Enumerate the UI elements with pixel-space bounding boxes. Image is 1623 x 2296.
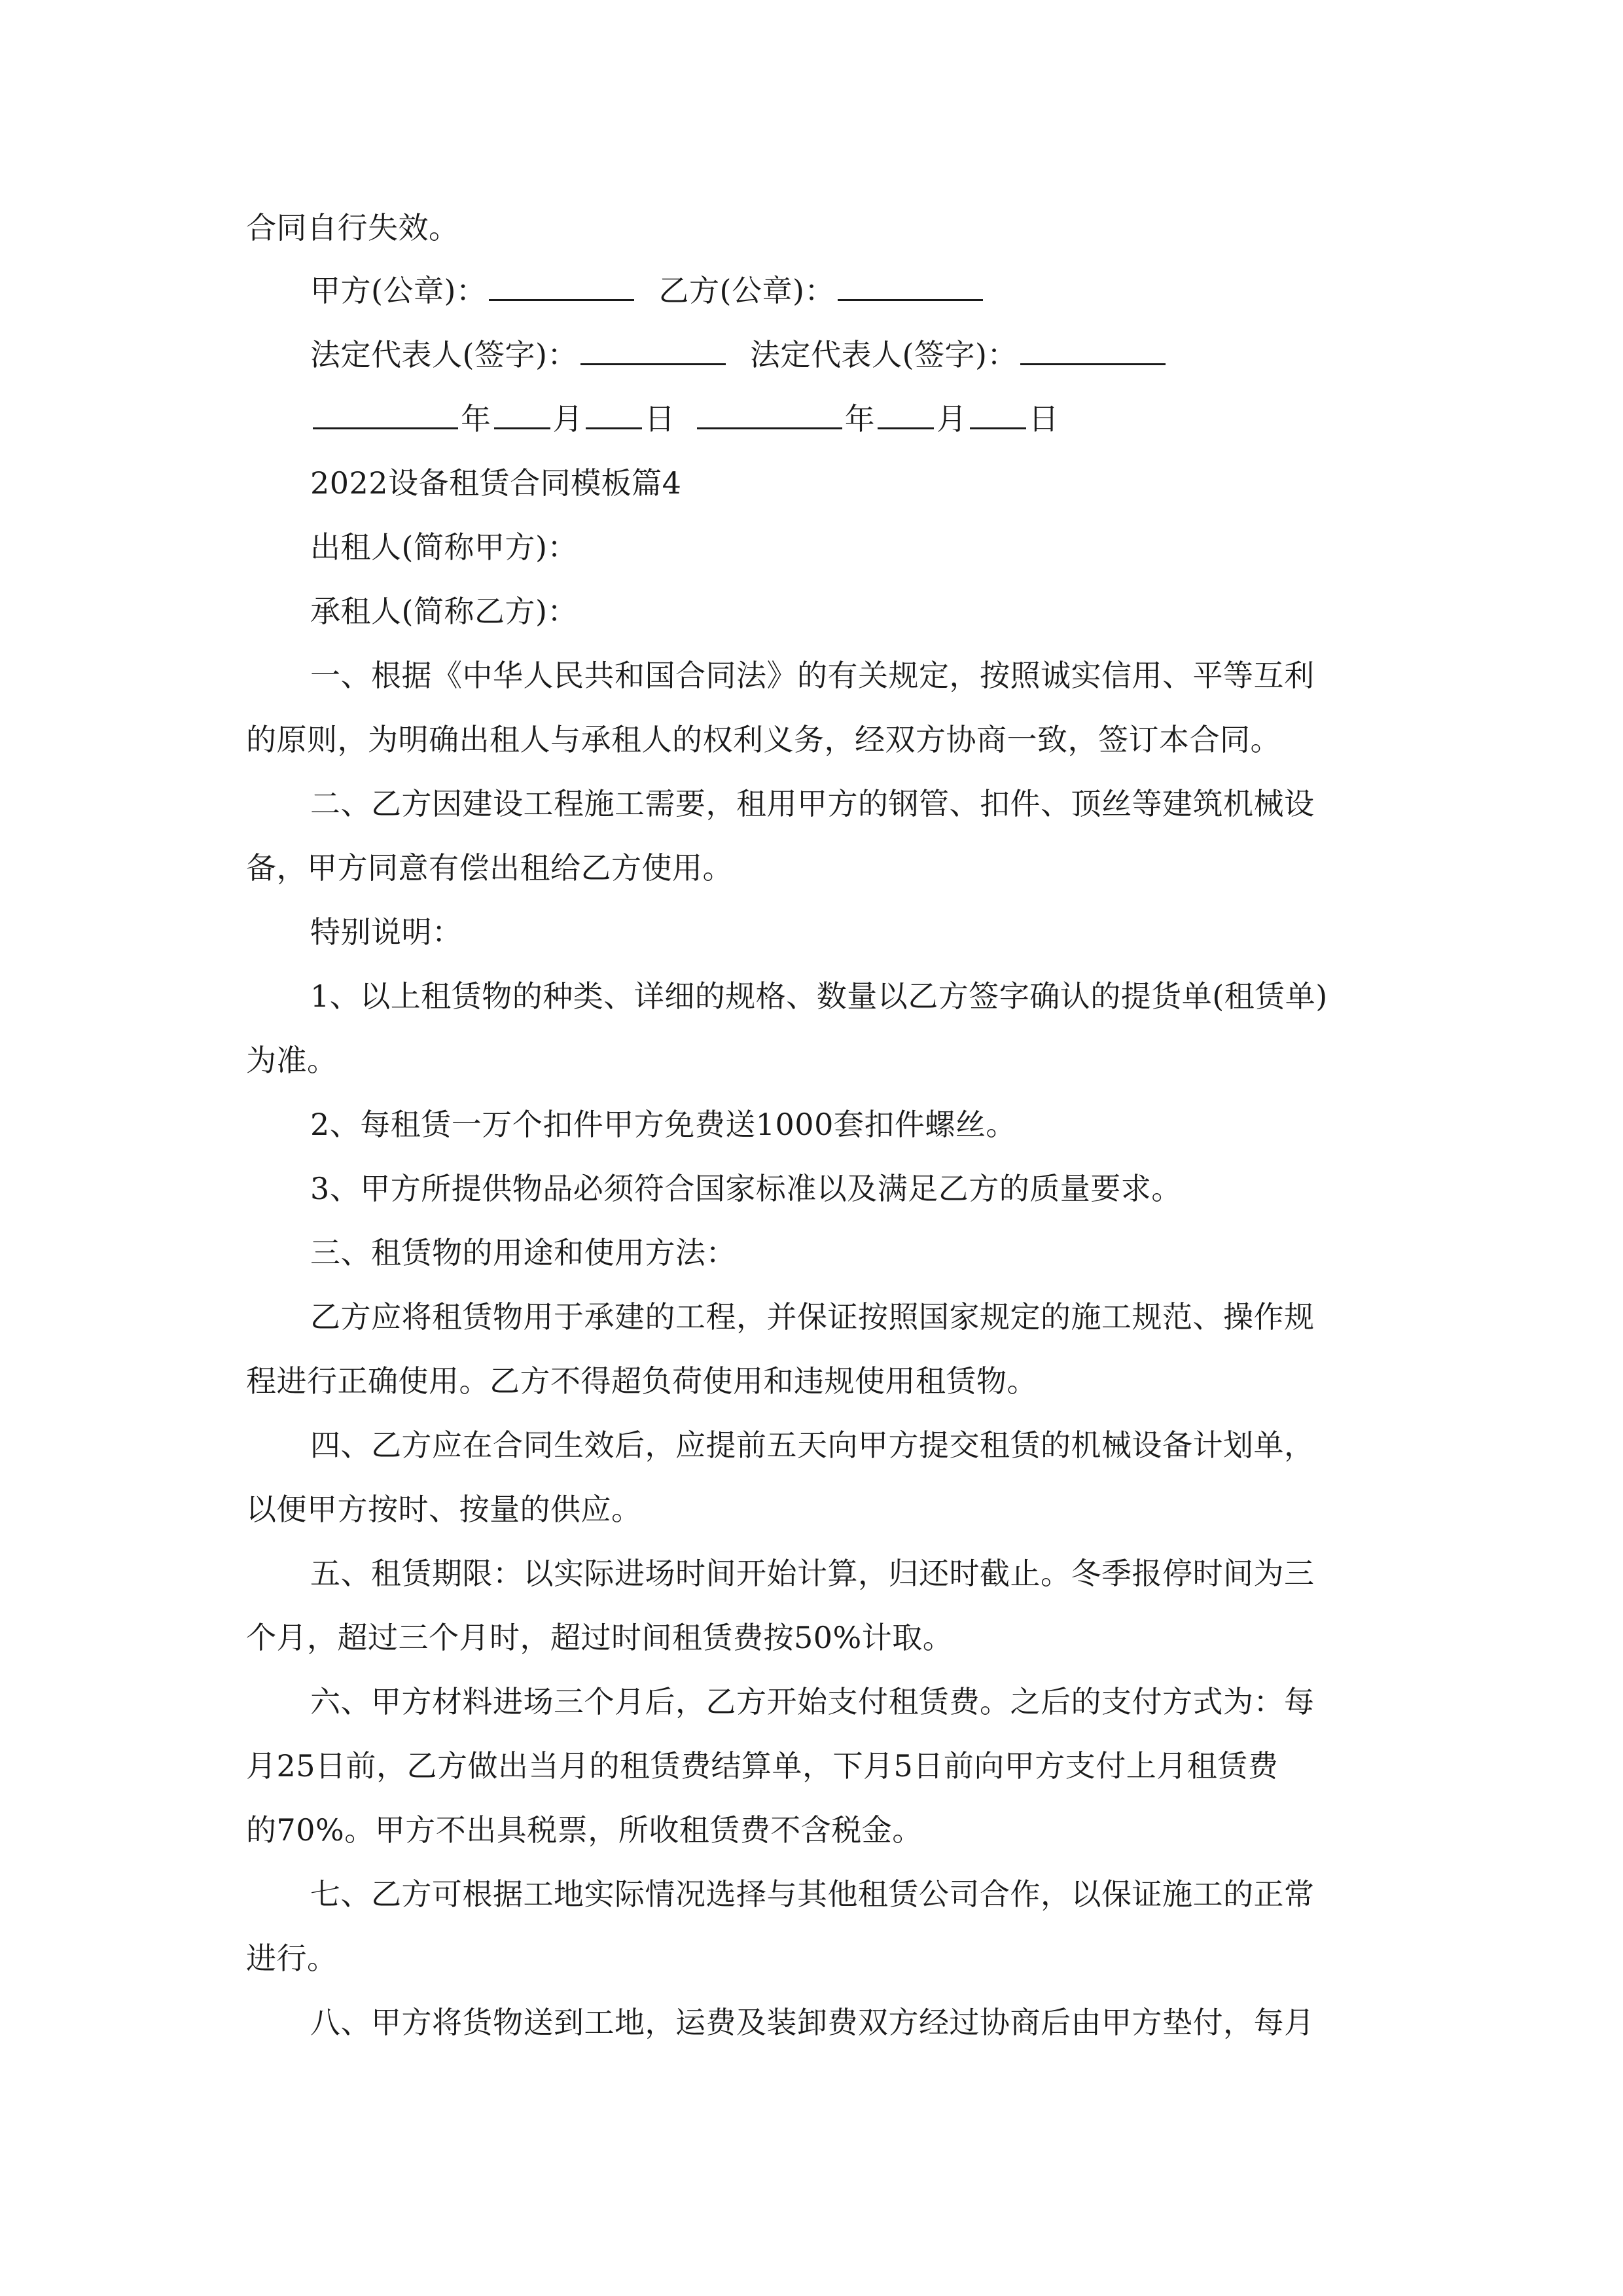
year-blank-b bbox=[697, 401, 842, 429]
clause-7-line-1: 七、乙方可根据工地实际情况选择与其他租赁公司合作，以保证施工的正常 bbox=[310, 1876, 1315, 1912]
clause-5-line-1: 五、租赁期限：以实际进场时间开始计算，归还时截止。冬季报停时间为三 bbox=[310, 1556, 1315, 1591]
clause-3-heading: 三、租赁物的用途和使用方法： bbox=[310, 1235, 736, 1270]
section-title: 2022设备租赁合同模板篇4 bbox=[310, 465, 682, 501]
party-a-seal-label: 甲方(公章)： bbox=[310, 273, 487, 308]
clause-6-line-3: 的70%。甲方不出具税票，所收租赁费不含税金。 bbox=[246, 1812, 923, 1848]
year-label-b: 年 bbox=[844, 401, 876, 437]
signature-rep-line bbox=[310, 335, 1168, 374]
signature-seal-line bbox=[310, 271, 986, 310]
party-b-seal-blank bbox=[838, 273, 983, 301]
clause-3-line-1: 乙方应将租赁物用于承建的工程，并保证按照国家规定的施工规范、操作规 bbox=[310, 1299, 1315, 1335]
paragraph-line: 合同自行失效。 bbox=[246, 210, 459, 245]
clause-6-line-2: 月25日前，乙方做出当月的租赁费结算单，下月5日前向甲方支付上月租赁费 bbox=[246, 1748, 1279, 1784]
special-3-line: 3、甲方所提供物品必须符合国家标准以及满足乙方的质量要求。 bbox=[310, 1171, 1182, 1206]
special-note-heading: 特别说明： bbox=[310, 914, 463, 950]
party-b-seal-label: 乙方(公章)： bbox=[658, 273, 835, 308]
clause-8-line-1: 八、甲方将货物送到工地，运费及装卸费双方经过协商后由甲方垫付，每月 bbox=[310, 2005, 1315, 2040]
month-label-b: 月 bbox=[936, 401, 967, 437]
day-label-b: 日 bbox=[1028, 401, 1060, 437]
special-1-line-1: 1、以上租赁物的种类、详细的规格、数量以乙方签字确认的提货单(租赁单) bbox=[310, 978, 1328, 1014]
clause-1-line-1: 一、根据《中华人民共和国合同法》的有关规定，按照诚实信用、平等互利 bbox=[310, 658, 1315, 693]
legal-rep-b-label: 法定代表人(签字)： bbox=[750, 337, 1018, 372]
legal-rep-b-blank bbox=[1020, 337, 1166, 365]
special-2-line: 2、每租赁一万个扣件甲方免费送1000套扣件螺丝。 bbox=[310, 1107, 1016, 1142]
clause-4-line-1: 四、乙方应在合同生效后，应提前五天向甲方提交租赁的机械设备计划单， bbox=[310, 1427, 1315, 1463]
clause-7-line-2: 进行。 bbox=[246, 1941, 338, 1976]
clause-1-line-2: 的原则，为明确出租人与承租人的权利义务，经双方协商一致，签订本合同。 bbox=[246, 722, 1281, 757]
clause-4-line-2: 以便甲方按时、按量的供应。 bbox=[246, 1492, 642, 1527]
clause-6-line-1: 六、甲方材料进场三个月后，乙方开始支付租赁费。之后的支付方式为：每 bbox=[310, 1684, 1315, 1719]
month-blank-b bbox=[878, 401, 934, 429]
year-blank-a bbox=[313, 401, 458, 429]
legal-rep-a-blank bbox=[580, 337, 726, 365]
day-blank-b bbox=[970, 401, 1026, 429]
signature-date-line bbox=[310, 399, 1059, 439]
legal-rep-a-label: 法定代表人(签字)： bbox=[310, 337, 578, 372]
lessee-line: 承租人(简称乙方)： bbox=[310, 594, 578, 629]
month-label-a: 月 bbox=[552, 401, 583, 437]
day-label-a: 日 bbox=[645, 401, 675, 437]
day-blank-a bbox=[586, 401, 642, 429]
month-blank-a bbox=[494, 401, 550, 429]
clause-2-line-1: 二、乙方因建设工程施工需要，租用甲方的钢管、扣件、顶丝等建筑机械设 bbox=[310, 786, 1315, 821]
clause-3-line-2: 程进行正确使用。乙方不得超负荷使用和违规使用租赁物。 bbox=[246, 1363, 1037, 1399]
clause-2-line-2: 备，甲方同意有偿出租给乙方使用。 bbox=[246, 850, 733, 886]
clause-5-line-2: 个月，超过三个月时，超过时间租赁费按50%计取。 bbox=[246, 1620, 954, 1655]
party-a-seal-blank bbox=[489, 273, 634, 301]
lessor-line: 出租人(简称甲方)： bbox=[310, 529, 578, 565]
special-1-line-2: 为准。 bbox=[246, 1043, 338, 1078]
year-label-a: 年 bbox=[461, 401, 491, 437]
